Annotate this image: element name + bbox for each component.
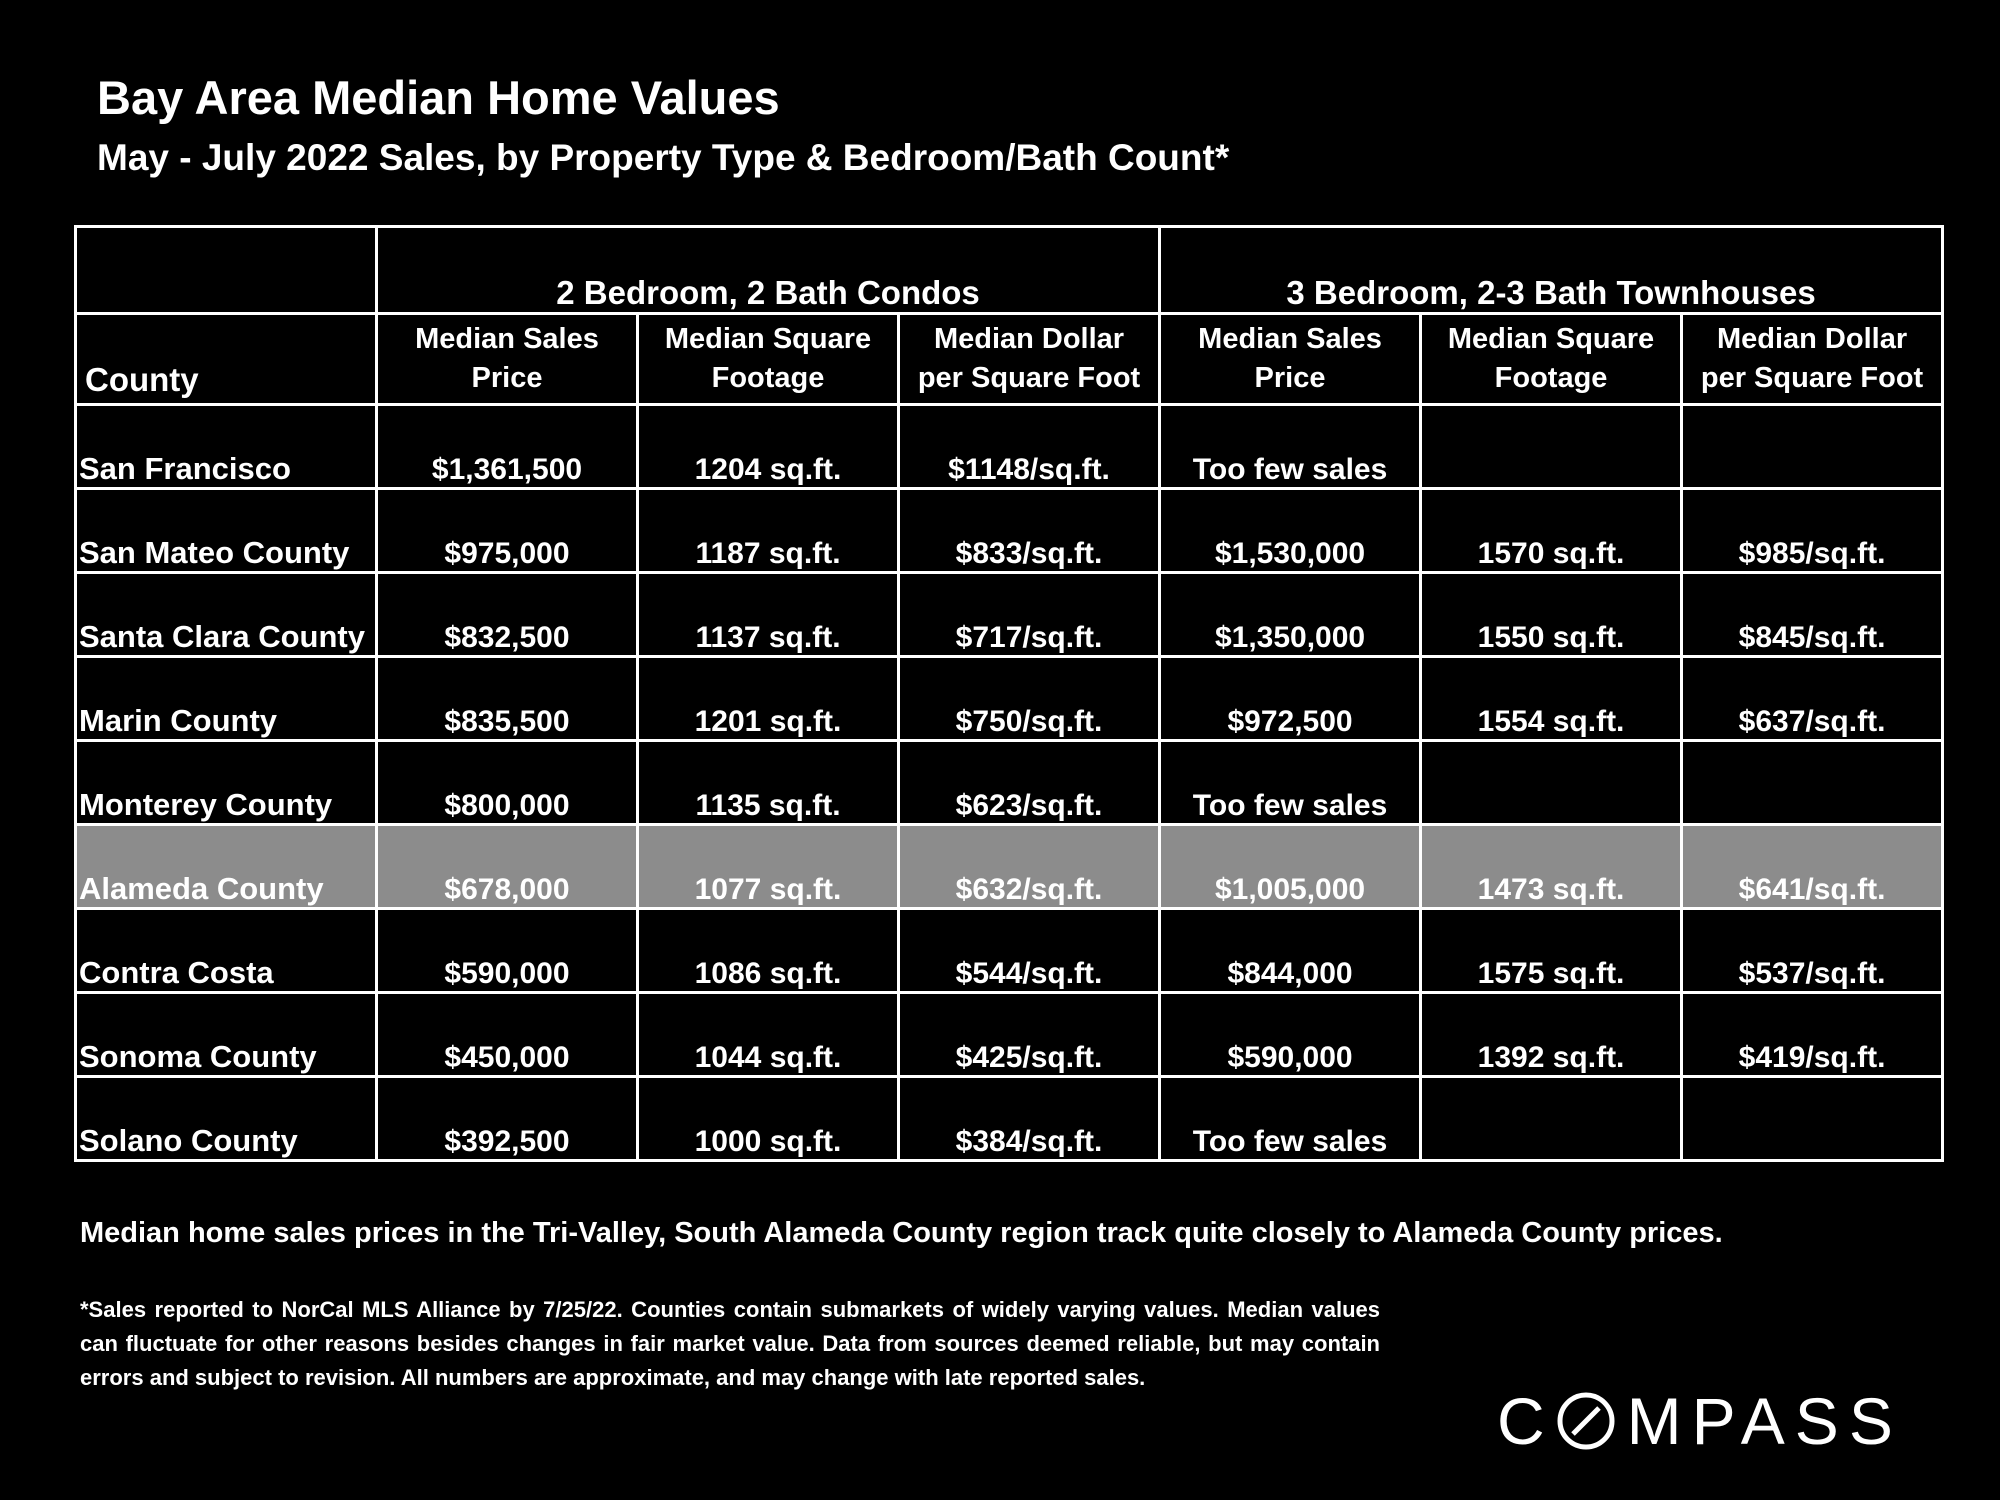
group-header-townhouses: 3 Bedroom, 2-3 Bath Townhouses [1160, 227, 1943, 314]
table-cell [1421, 1077, 1682, 1161]
logo-text-right: MPASS [1626, 1384, 1903, 1458]
table-cell: 1554 sq.ft. [1421, 657, 1682, 741]
county-cell: Marin County [76, 657, 377, 741]
table-cell: $678,000 [377, 825, 638, 909]
table-cell: $800,000 [377, 741, 638, 825]
table-cell: $590,000 [1160, 993, 1421, 1077]
county-cell: Monterey County [76, 741, 377, 825]
table-cell: 1077 sq.ft. [638, 825, 899, 909]
table-cell: 1392 sq.ft. [1421, 993, 1682, 1077]
table-cell: $845/sq.ft. [1682, 573, 1943, 657]
county-cell: Contra Costa [76, 909, 377, 993]
table-cell: 1550 sq.ft. [1421, 573, 1682, 657]
table-cell: 1044 sq.ft. [638, 993, 899, 1077]
table-row [76, 657, 1943, 741]
header-line: Median Square [664, 323, 872, 355]
table-cell: Too few sales [1160, 741, 1421, 825]
table-cell: $1,005,000 [1160, 825, 1421, 909]
header-line: Footage [711, 362, 825, 394]
table-row [76, 489, 1943, 573]
column-header-townhouse-dollar-sqft [1682, 314, 1943, 405]
table-cell: $641/sq.ft. [1682, 825, 1943, 909]
table-row [76, 993, 1943, 1077]
table-row [76, 1077, 1943, 1161]
table-cell: 1201 sq.ft. [638, 657, 899, 741]
table-cell [1682, 1077, 1943, 1161]
table-cell: $985/sq.ft. [1682, 489, 1943, 573]
header-line: per Square Foot [917, 362, 1141, 394]
table-row [76, 405, 1943, 489]
table-cell [1682, 741, 1943, 825]
column-header-condo-price [377, 314, 638, 405]
table-cell: $632/sq.ft. [899, 825, 1160, 909]
table-cell: $544/sq.ft. [899, 909, 1160, 993]
table-cell [1421, 405, 1682, 489]
table-cell: $844,000 [1160, 909, 1421, 993]
table-cell: $972,500 [1160, 657, 1421, 741]
empty-corner-cell [76, 227, 377, 314]
compass-logo [1497, 1386, 1903, 1456]
table-cell: Too few sales [1160, 405, 1421, 489]
table-cell: $450,000 [377, 993, 638, 1077]
home-values-table [74, 225, 1944, 1162]
table-cell: $835,500 [377, 657, 638, 741]
table-cell: $425/sq.ft. [899, 993, 1160, 1077]
county-cell: Solano County [76, 1077, 377, 1161]
group-header-row [76, 227, 1943, 314]
table-cell: $975,000 [377, 489, 638, 573]
county-cell: San Francisco [76, 405, 377, 489]
table-cell: 1575 sq.ft. [1421, 909, 1682, 993]
table-cell: 1086 sq.ft. [638, 909, 899, 993]
logo-text-left: C [1497, 1384, 1555, 1458]
county-cell: Santa Clara County [76, 573, 377, 657]
header-line: Median Sales [415, 323, 599, 355]
table-cell: $623/sq.ft. [899, 741, 1160, 825]
table-cell [1682, 405, 1943, 489]
compass-o-icon [1555, 1390, 1617, 1452]
table-row [76, 741, 1943, 825]
column-header-condo-dollar-sqft [899, 314, 1160, 405]
header-line: Median Sales [1198, 323, 1382, 355]
table-cell: 1473 sq.ft. [1421, 825, 1682, 909]
table-cell: $537/sq.ft. [1682, 909, 1943, 993]
table-cell: 1000 sq.ft. [638, 1077, 899, 1161]
table-row-highlighted [76, 825, 1943, 909]
header-line: Median Dollar [933, 323, 1125, 355]
page-subtitle: May - July 2022 Sales, by Property Type & Bedroom/Bath Count* [97, 137, 1230, 178]
county-column-header: County [76, 314, 377, 405]
table-cell: $637/sq.ft. [1682, 657, 1943, 741]
table-cell: $717/sq.ft. [899, 573, 1160, 657]
table-cell: $392,500 [377, 1077, 638, 1161]
table-cell: 1135 sq.ft. [638, 741, 899, 825]
page-title: Bay Area Median Home Values [97, 71, 780, 124]
county-cell: Sonoma County [76, 993, 377, 1077]
column-header-townhouse-price [1160, 314, 1421, 405]
table-cell [1421, 741, 1682, 825]
table-cell: $590,000 [377, 909, 638, 993]
table-cell: 1137 sq.ft. [638, 573, 899, 657]
column-header-row [76, 314, 1943, 405]
header-line: Median Dollar [1716, 323, 1908, 355]
county-cell: Alameda County [76, 825, 377, 909]
table-cell: $1,530,000 [1160, 489, 1421, 573]
table-cell: $833/sq.ft. [899, 489, 1160, 573]
column-header-condo-sqft [638, 314, 899, 405]
table-cell: 1570 sq.ft. [1421, 489, 1682, 573]
county-cell: San Mateo County [76, 489, 377, 573]
table-cell: 1204 sq.ft. [638, 405, 899, 489]
header-line: Median Square [1447, 323, 1655, 355]
table-cell: $1,361,500 [377, 405, 638, 489]
table-cell: $750/sq.ft. [899, 657, 1160, 741]
header-line: Price [1254, 362, 1326, 394]
table-cell: Too few sales [1160, 1077, 1421, 1161]
footnote: *Sales reported to NorCal MLS Alliance by 7/25/22. Counties contain submarkets of widely varying values. Median values can fluctuate for other reasons besides changes in fair market value. Data from sources deemed reliable, but may contain errors and subject to revision. All numbers are approximate, and may change with late reported sales. [80, 1297, 1380, 1390]
table-row [76, 909, 1943, 993]
summary-note: Median home sales prices in the Tri-Valley, South Alameda County region track quite closely to Alameda County prices. [80, 1217, 1723, 1249]
header-line: per Square Foot [1700, 362, 1924, 394]
column-header-townhouse-sqft [1421, 314, 1682, 405]
table-row [76, 573, 1943, 657]
table-cell: $384/sq.ft. [899, 1077, 1160, 1161]
header-line: Price [471, 362, 543, 394]
table-cell: $419/sq.ft. [1682, 993, 1943, 1077]
table-cell: $1,350,000 [1160, 573, 1421, 657]
table-cell: $832,500 [377, 573, 638, 657]
table-cell: 1187 sq.ft. [638, 489, 899, 573]
group-header-condos: 2 Bedroom, 2 Bath Condos [377, 227, 1160, 314]
header-line: Footage [1494, 362, 1608, 394]
table-cell: $1148/sq.ft. [899, 405, 1160, 489]
